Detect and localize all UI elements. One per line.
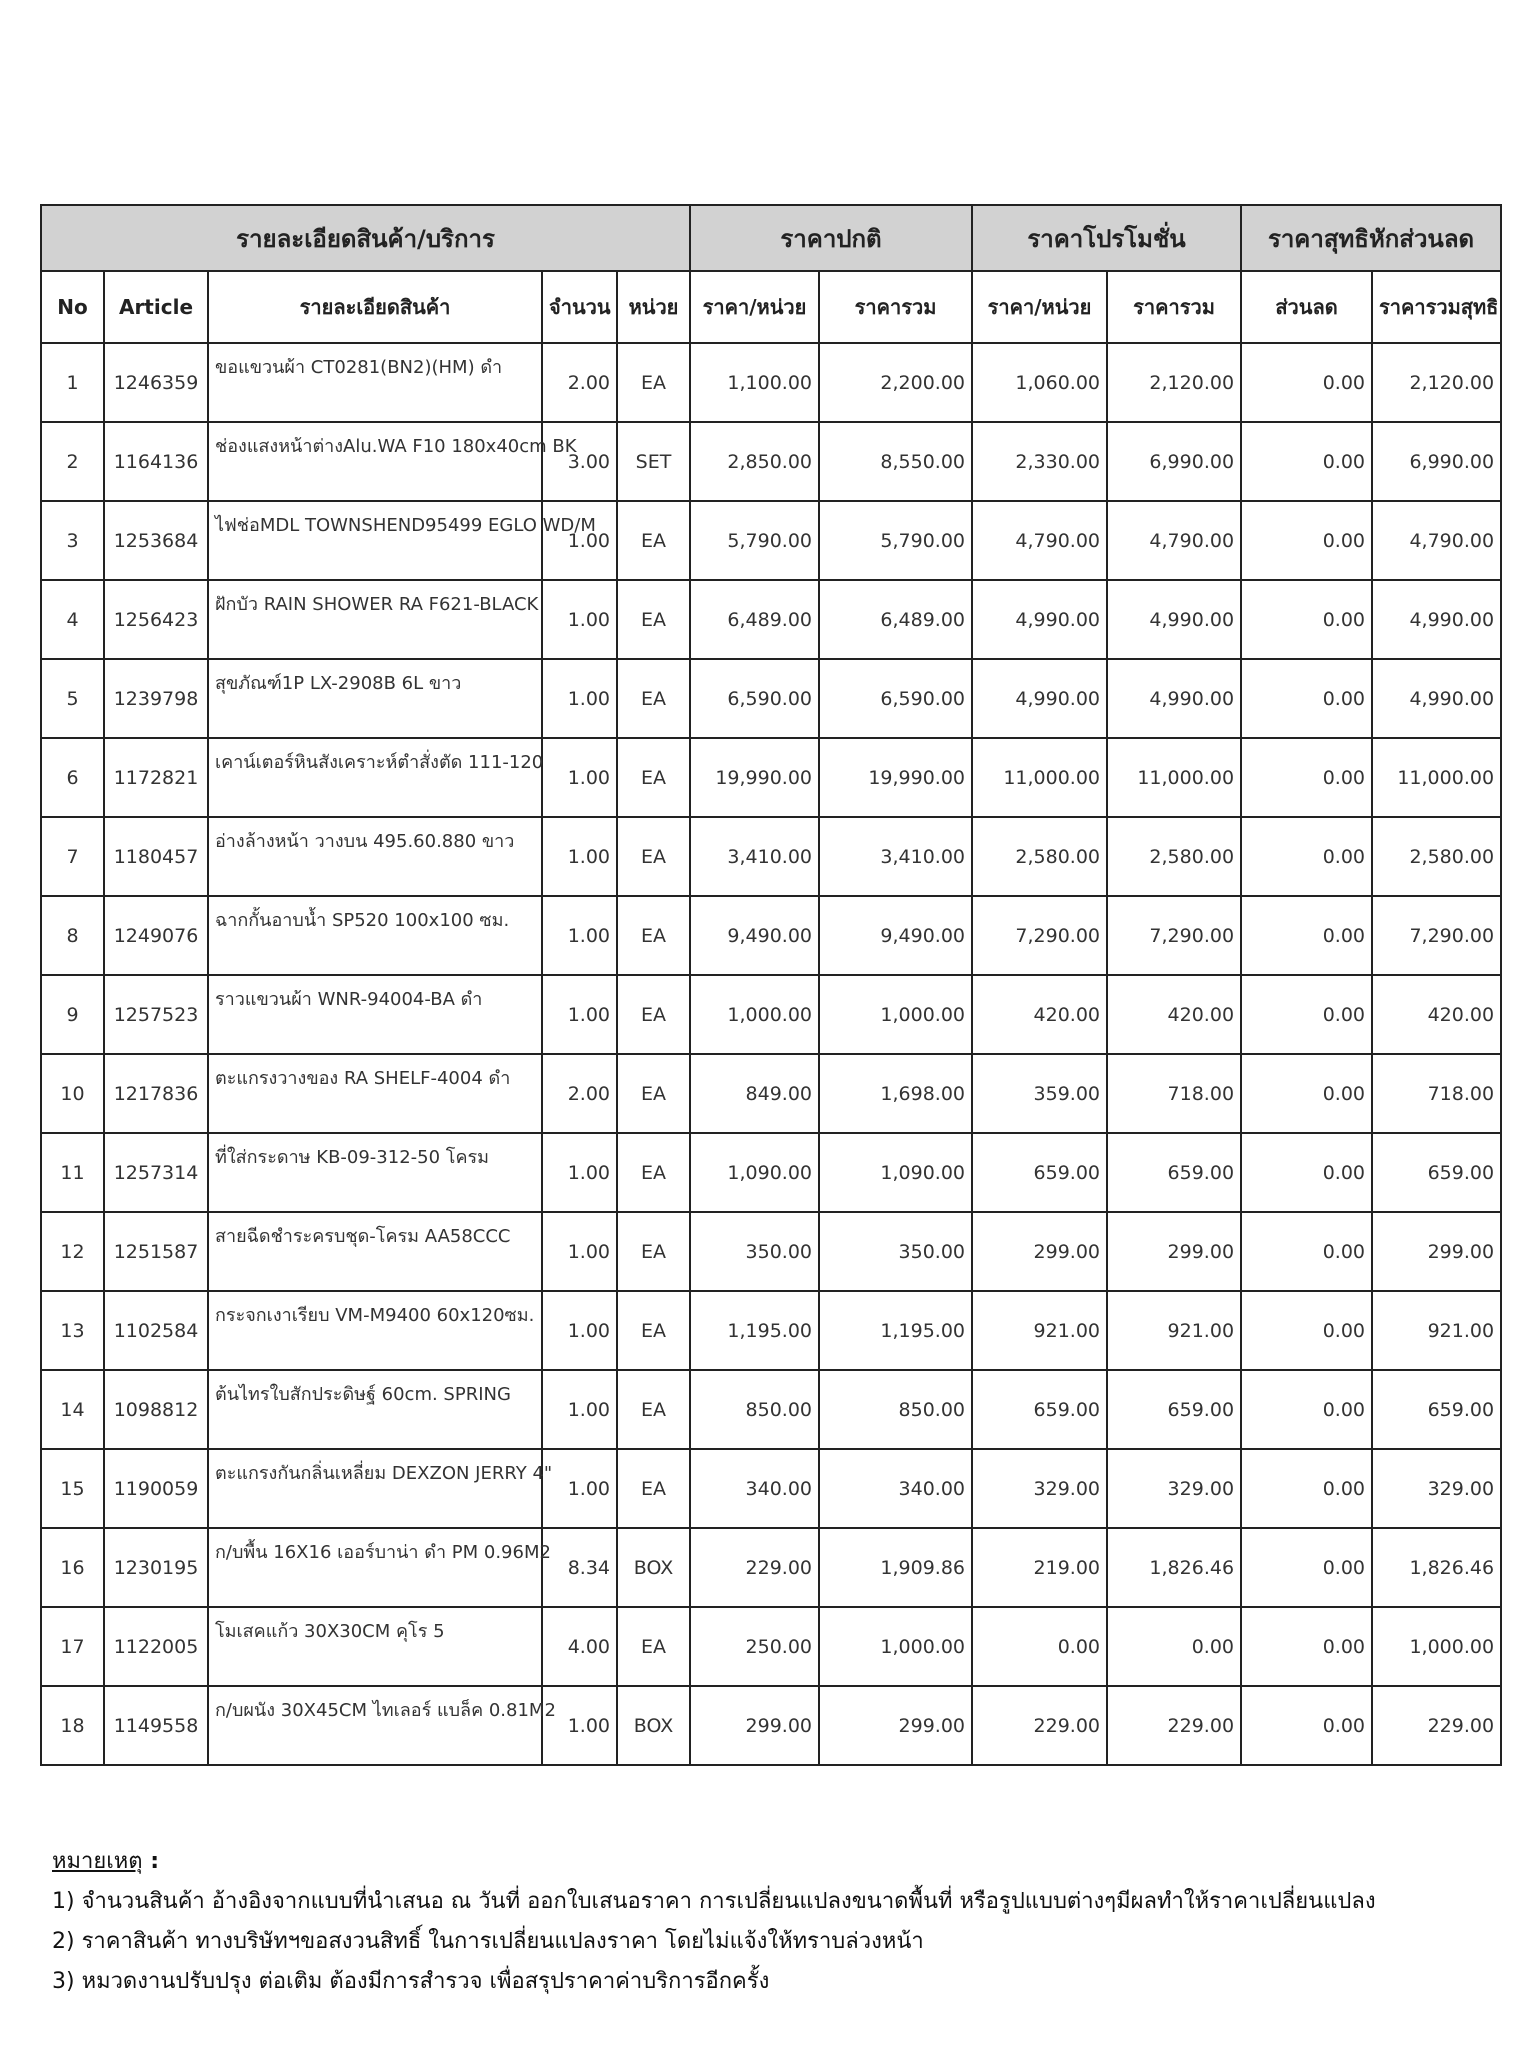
cell-description: อ่างล้างหน้า วางบน 495.60.880 ขาว	[208, 817, 542, 896]
notes-heading	[52, 1842, 1492, 1882]
cell-regular-unit-price: 340.00	[690, 1449, 819, 1528]
cell-regular-total: 350.00	[819, 1212, 972, 1291]
cell-discount: 0.00	[1241, 501, 1372, 580]
cell-article: 1239798	[104, 659, 208, 738]
cell-article: 1122005	[104, 1607, 208, 1686]
table-row	[41, 1054, 1501, 1133]
column-header-regular-unit-price: ราคา/หน่วย	[690, 271, 819, 343]
cell-promo-unit-price: 4,790.00	[972, 501, 1107, 580]
cell-article: 1230195	[104, 1528, 208, 1607]
cell-promo-total: 2,120.00	[1107, 343, 1241, 422]
cell-net-total: 11,000.00	[1372, 738, 1501, 817]
cell-description: ช่องแสงหน้าต่างAlu.WA F10 180x40cm BK	[208, 422, 542, 501]
cell-discount: 0.00	[1241, 1607, 1372, 1686]
cell-net-total: 4,790.00	[1372, 501, 1501, 580]
cell-regular-total: 1,909.86	[819, 1528, 972, 1607]
cell-promo-unit-price: 2,580.00	[972, 817, 1107, 896]
cell-net-total: 921.00	[1372, 1291, 1501, 1370]
cell-promo-unit-price: 4,990.00	[972, 659, 1107, 738]
cell-regular-total: 1,000.00	[819, 975, 972, 1054]
cell-qty: 1.00	[542, 501, 617, 580]
table-row	[41, 343, 1501, 422]
cell-regular-unit-price: 1,090.00	[690, 1133, 819, 1212]
note-item-3: 3) หมวดงานปรับปรุง ต่อเติม ต้องมีการสำรวจ เพื่อสรุปราคาค่าบริการอีกครั้ง	[52, 1969, 770, 1994]
cell-net-total: 299.00	[1372, 1212, 1501, 1291]
cell-description: ไฟช่อMDL TOWNSHEND95499 EGLO WD/M	[208, 501, 542, 580]
cell-regular-total: 2,200.00	[819, 343, 972, 422]
cell-promo-total: 659.00	[1107, 1133, 1241, 1212]
cell-article: 1164136	[104, 422, 208, 501]
cell-description: กระจกเงาเรียบ VM-M9400 60x120ซม.	[208, 1291, 542, 1370]
note-item-1: 1) จำนวนสินค้า อ้างอิงจากแบบที่นำเสนอ ณ วันที่ ออกใบเสนอราคา การเปลี่ยนแปลงขนาดพื้นที่ หรือรูปแบบต่างๆมีผลทำให้ราคาเปลี่ยนแปลง	[52, 1889, 1376, 1914]
column-header-description: รายละเอียดสินค้า	[208, 271, 542, 343]
cell-no: 8	[41, 896, 104, 975]
cell-net-total: 7,290.00	[1372, 896, 1501, 975]
column-header-qty: จำนวน	[542, 271, 617, 343]
cell-description: ฉากกั้นอาบน้ำ SP520 100x100 ซม.	[208, 896, 542, 975]
table-row	[41, 1291, 1501, 1370]
cell-promo-unit-price: 329.00	[972, 1449, 1107, 1528]
column-header-row	[41, 271, 1501, 343]
cell-description: ก/บพื้น 16X16 เออร์บาน่า ดำ PM 0.96M2	[208, 1528, 542, 1607]
cell-qty: 2.00	[542, 1054, 617, 1133]
cell-net-total: 718.00	[1372, 1054, 1501, 1133]
cell-description: ราวแขวนผ้า WNR-94004-BA ดำ	[208, 975, 542, 1054]
cell-regular-unit-price: 350.00	[690, 1212, 819, 1291]
cell-article: 1180457	[104, 817, 208, 896]
cell-no: 6	[41, 738, 104, 817]
cell-promo-unit-price: 299.00	[972, 1212, 1107, 1291]
column-header-regular-total: ราคารวม	[819, 271, 972, 343]
cell-unit: EA	[617, 1449, 690, 1528]
cell-promo-unit-price: 7,290.00	[972, 896, 1107, 975]
cell-net-total: 6,990.00	[1372, 422, 1501, 501]
cell-net-total: 659.00	[1372, 1133, 1501, 1212]
cell-description: ขอแขวนผ้า CT0281(BN2)(HM) ดำ	[208, 343, 542, 422]
column-header-discount: ส่วนลด	[1241, 271, 1372, 343]
cell-qty: 1.00	[542, 1686, 617, 1765]
cell-net-total: 1,826.46	[1372, 1528, 1501, 1607]
group-header-row	[41, 205, 1501, 271]
cell-article: 1253684	[104, 501, 208, 580]
cell-article: 1217836	[104, 1054, 208, 1133]
table-row	[41, 1528, 1501, 1607]
cell-regular-unit-price: 6,590.00	[690, 659, 819, 738]
cell-no: 9	[41, 975, 104, 1054]
table-row	[41, 896, 1501, 975]
cell-article: 1102584	[104, 1291, 208, 1370]
cell-promo-total: 2,580.00	[1107, 817, 1241, 896]
table-row	[41, 1370, 1501, 1449]
quotation-sheet	[40, 204, 1500, 1766]
cell-regular-unit-price: 1,100.00	[690, 343, 819, 422]
cell-no: 15	[41, 1449, 104, 1528]
cell-promo-total: 329.00	[1107, 1449, 1241, 1528]
cell-regular-total: 3,410.00	[819, 817, 972, 896]
column-header-promo-unit-price: ราคา/หน่วย	[972, 271, 1107, 343]
cell-no: 1	[41, 343, 104, 422]
cell-no: 7	[41, 817, 104, 896]
cell-regular-total: 5,790.00	[819, 501, 972, 580]
column-header-unit: หน่วย	[617, 271, 690, 343]
group-header-regular-price: ราคาปกติ	[690, 205, 972, 271]
cell-no: 17	[41, 1607, 104, 1686]
cell-qty: 1.00	[542, 1291, 617, 1370]
table-row	[41, 817, 1501, 896]
cell-promo-total: 420.00	[1107, 975, 1241, 1054]
cell-unit: EA	[617, 896, 690, 975]
cell-promo-total: 7,290.00	[1107, 896, 1241, 975]
cell-discount: 0.00	[1241, 343, 1372, 422]
cell-article: 1257523	[104, 975, 208, 1054]
cell-qty: 1.00	[542, 1133, 617, 1212]
cell-description: ตะแกรงกันกลิ่นเหลี่ยม DEXZON JERRY 4"	[208, 1449, 542, 1528]
cell-description: สายฉีดชำระครบชุด-โครม AA58CCC	[208, 1212, 542, 1291]
cell-net-total: 1,000.00	[1372, 1607, 1501, 1686]
table-row	[41, 1686, 1501, 1765]
cell-no: 5	[41, 659, 104, 738]
table-row	[41, 1133, 1501, 1212]
cell-promo-total: 4,990.00	[1107, 580, 1241, 659]
cell-no: 18	[41, 1686, 104, 1765]
cell-discount: 0.00	[1241, 1370, 1372, 1449]
cell-promo-total: 1,826.46	[1107, 1528, 1241, 1607]
cell-description: ที่ใส่กระดาษ KB-09-312-50 โครม	[208, 1133, 542, 1212]
cell-article: 1249076	[104, 896, 208, 975]
cell-promo-unit-price: 921.00	[972, 1291, 1107, 1370]
group-header-details: รายละเอียดสินค้า/บริการ	[41, 205, 690, 271]
cell-unit: EA	[617, 343, 690, 422]
cell-unit: EA	[617, 501, 690, 580]
cell-regular-total: 6,489.00	[819, 580, 972, 659]
cell-description: เคาน์เตอร์หินสังเคราะห์ตำสั่งตัด 111-120	[208, 738, 542, 817]
cell-regular-unit-price: 3,410.00	[690, 817, 819, 896]
cell-net-total: 4,990.00	[1372, 659, 1501, 738]
column-header-article: Article	[104, 271, 208, 343]
cell-unit: EA	[617, 580, 690, 659]
cell-promo-unit-price: 219.00	[972, 1528, 1107, 1607]
cell-article: 1190059	[104, 1449, 208, 1528]
cell-unit: BOX	[617, 1528, 690, 1607]
cell-discount: 0.00	[1241, 1212, 1372, 1291]
cell-discount: 0.00	[1241, 580, 1372, 659]
cell-promo-total: 6,990.00	[1107, 422, 1241, 501]
table-row	[41, 1449, 1501, 1528]
notes-colon: :	[142, 1849, 160, 1874]
cell-no: 2	[41, 422, 104, 501]
cell-no: 14	[41, 1370, 104, 1449]
cell-regular-total: 1,698.00	[819, 1054, 972, 1133]
cell-regular-total: 340.00	[819, 1449, 972, 1528]
cell-qty: 1.00	[542, 817, 617, 896]
cell-discount: 0.00	[1241, 896, 1372, 975]
cell-promo-total: 4,790.00	[1107, 501, 1241, 580]
cell-discount: 0.00	[1241, 1686, 1372, 1765]
cell-regular-unit-price: 5,790.00	[690, 501, 819, 580]
cell-regular-total: 8,550.00	[819, 422, 972, 501]
cell-regular-unit-price: 19,990.00	[690, 738, 819, 817]
cell-article: 1256423	[104, 580, 208, 659]
column-header-net-total: ราคารวมสุทธิ	[1372, 271, 1501, 343]
cell-no: 10	[41, 1054, 104, 1133]
cell-discount: 0.00	[1241, 1528, 1372, 1607]
cell-qty: 8.34	[542, 1528, 617, 1607]
cell-unit: EA	[617, 1212, 690, 1291]
cell-regular-total: 1,195.00	[819, 1291, 972, 1370]
cell-discount: 0.00	[1241, 1291, 1372, 1370]
cell-discount: 0.00	[1241, 1054, 1372, 1133]
notes-title: หมายเหตุ	[52, 1849, 143, 1874]
cell-net-total: 2,580.00	[1372, 817, 1501, 896]
cell-regular-unit-price: 2,850.00	[690, 422, 819, 501]
cell-regular-unit-price: 229.00	[690, 1528, 819, 1607]
cell-qty: 4.00	[542, 1607, 617, 1686]
cell-article: 1257314	[104, 1133, 208, 1212]
cell-regular-unit-price: 1,000.00	[690, 975, 819, 1054]
cell-regular-total: 1,000.00	[819, 1607, 972, 1686]
cell-qty: 2.00	[542, 343, 617, 422]
cell-discount: 0.00	[1241, 975, 1372, 1054]
cell-promo-unit-price: 659.00	[972, 1370, 1107, 1449]
cell-net-total: 329.00	[1372, 1449, 1501, 1528]
cell-discount: 0.00	[1241, 422, 1372, 501]
cell-promo-unit-price: 11,000.00	[972, 738, 1107, 817]
cell-regular-total: 850.00	[819, 1370, 972, 1449]
table-row	[41, 659, 1501, 738]
cell-regular-unit-price: 9,490.00	[690, 896, 819, 975]
cell-regular-total: 9,490.00	[819, 896, 972, 975]
cell-unit: EA	[617, 738, 690, 817]
cell-discount: 0.00	[1241, 817, 1372, 896]
cell-unit: BOX	[617, 1686, 690, 1765]
cell-discount: 0.00	[1241, 659, 1372, 738]
cell-net-total: 659.00	[1372, 1370, 1501, 1449]
cell-regular-unit-price: 250.00	[690, 1607, 819, 1686]
cell-article: 1172821	[104, 738, 208, 817]
item-rows	[41, 343, 1501, 1765]
cell-unit: EA	[617, 1133, 690, 1212]
cell-qty: 3.00	[542, 422, 617, 501]
cell-promo-total: 0.00	[1107, 1607, 1241, 1686]
quotation-table	[40, 204, 1502, 1766]
cell-promo-unit-price: 659.00	[972, 1133, 1107, 1212]
cell-promo-unit-price: 420.00	[972, 975, 1107, 1054]
cell-no: 11	[41, 1133, 104, 1212]
cell-description: โมเสคแก้ว 30X30CM คุโร 5	[208, 1607, 542, 1686]
cell-promo-unit-price: 229.00	[972, 1686, 1107, 1765]
column-header-no: No	[41, 271, 104, 343]
cell-net-total: 420.00	[1372, 975, 1501, 1054]
note-item-2: 2) ราคาสินค้า ทางบริษัทฯขอสงวนสิทธิ์ ในการเปลี่ยนแปลงราคา โดยไม่แจ้งให้ทราบล่วงหน้า	[52, 1929, 924, 1954]
cell-promo-unit-price: 4,990.00	[972, 580, 1107, 659]
table-row	[41, 422, 1501, 501]
cell-qty: 1.00	[542, 896, 617, 975]
table-row	[41, 501, 1501, 580]
cell-article: 1246359	[104, 343, 208, 422]
cell-net-total: 2,120.00	[1372, 343, 1501, 422]
cell-article: 1251587	[104, 1212, 208, 1291]
cell-regular-total: 299.00	[819, 1686, 972, 1765]
cell-promo-total: 659.00	[1107, 1370, 1241, 1449]
cell-description: ก/บผนัง 30X45CM ไทเลอร์ แบล็ค 0.81M2	[208, 1686, 542, 1765]
cell-promo-total: 718.00	[1107, 1054, 1241, 1133]
cell-promo-unit-price: 359.00	[972, 1054, 1107, 1133]
column-header-promo-total: ราคารวม	[1107, 271, 1241, 343]
cell-promo-total: 229.00	[1107, 1686, 1241, 1765]
cell-description: สุขภัณฑ์1P LX-2908B 6L ขาว	[208, 659, 542, 738]
cell-regular-unit-price: 6,489.00	[690, 580, 819, 659]
cell-regular-total: 19,990.00	[819, 738, 972, 817]
cell-unit: EA	[617, 817, 690, 896]
cell-qty: 1.00	[542, 738, 617, 817]
cell-unit: EA	[617, 1291, 690, 1370]
group-header-net-price: ราคาสุทธิหักส่วนลด	[1241, 205, 1501, 271]
cell-no: 3	[41, 501, 104, 580]
cell-regular-unit-price: 1,195.00	[690, 1291, 819, 1370]
cell-regular-total: 1,090.00	[819, 1133, 972, 1212]
cell-discount: 0.00	[1241, 1449, 1372, 1528]
cell-description: ต้นไทรใบสักประดิษฐ์ 60cm. SPRING	[208, 1370, 542, 1449]
cell-promo-total: 11,000.00	[1107, 738, 1241, 817]
cell-qty: 1.00	[542, 1449, 617, 1528]
group-header-promotion-price: ราคาโปรโมชั่น	[972, 205, 1241, 271]
cell-regular-unit-price: 849.00	[690, 1054, 819, 1133]
table-row	[41, 1212, 1501, 1291]
cell-no: 13	[41, 1291, 104, 1370]
table-row	[41, 738, 1501, 817]
cell-qty: 1.00	[542, 1212, 617, 1291]
cell-qty: 1.00	[542, 659, 617, 738]
cell-unit: EA	[617, 975, 690, 1054]
table-row	[41, 580, 1501, 659]
notes-section	[52, 1842, 1492, 2002]
cell-article: 1098812	[104, 1370, 208, 1449]
cell-qty: 1.00	[542, 975, 617, 1054]
cell-unit: EA	[617, 1607, 690, 1686]
cell-no: 16	[41, 1528, 104, 1607]
cell-unit: EA	[617, 1054, 690, 1133]
cell-promo-total: 921.00	[1107, 1291, 1241, 1370]
cell-article: 1149558	[104, 1686, 208, 1765]
cell-promo-unit-price: 0.00	[972, 1607, 1107, 1686]
cell-net-total: 4,990.00	[1372, 580, 1501, 659]
cell-qty: 1.00	[542, 580, 617, 659]
cell-promo-total: 4,990.00	[1107, 659, 1241, 738]
cell-regular-unit-price: 850.00	[690, 1370, 819, 1449]
cell-no: 4	[41, 580, 104, 659]
cell-discount: 0.00	[1241, 1133, 1372, 1212]
cell-discount: 0.00	[1241, 738, 1372, 817]
cell-description: ฝักบัว RAIN SHOWER RA F621-BLACK	[208, 580, 542, 659]
cell-unit: SET	[617, 422, 690, 501]
cell-promo-total: 299.00	[1107, 1212, 1241, 1291]
cell-regular-unit-price: 299.00	[690, 1686, 819, 1765]
cell-unit: EA	[617, 1370, 690, 1449]
cell-no: 12	[41, 1212, 104, 1291]
cell-promo-unit-price: 1,060.00	[972, 343, 1107, 422]
cell-description: ตะแกรงวางของ RA SHELF-4004 ดำ	[208, 1054, 542, 1133]
cell-qty: 1.00	[542, 1370, 617, 1449]
cell-net-total: 229.00	[1372, 1686, 1501, 1765]
cell-promo-unit-price: 2,330.00	[972, 422, 1107, 501]
cell-regular-total: 6,590.00	[819, 659, 972, 738]
cell-unit: EA	[617, 659, 690, 738]
table-row	[41, 1607, 1501, 1686]
table-row	[41, 975, 1501, 1054]
